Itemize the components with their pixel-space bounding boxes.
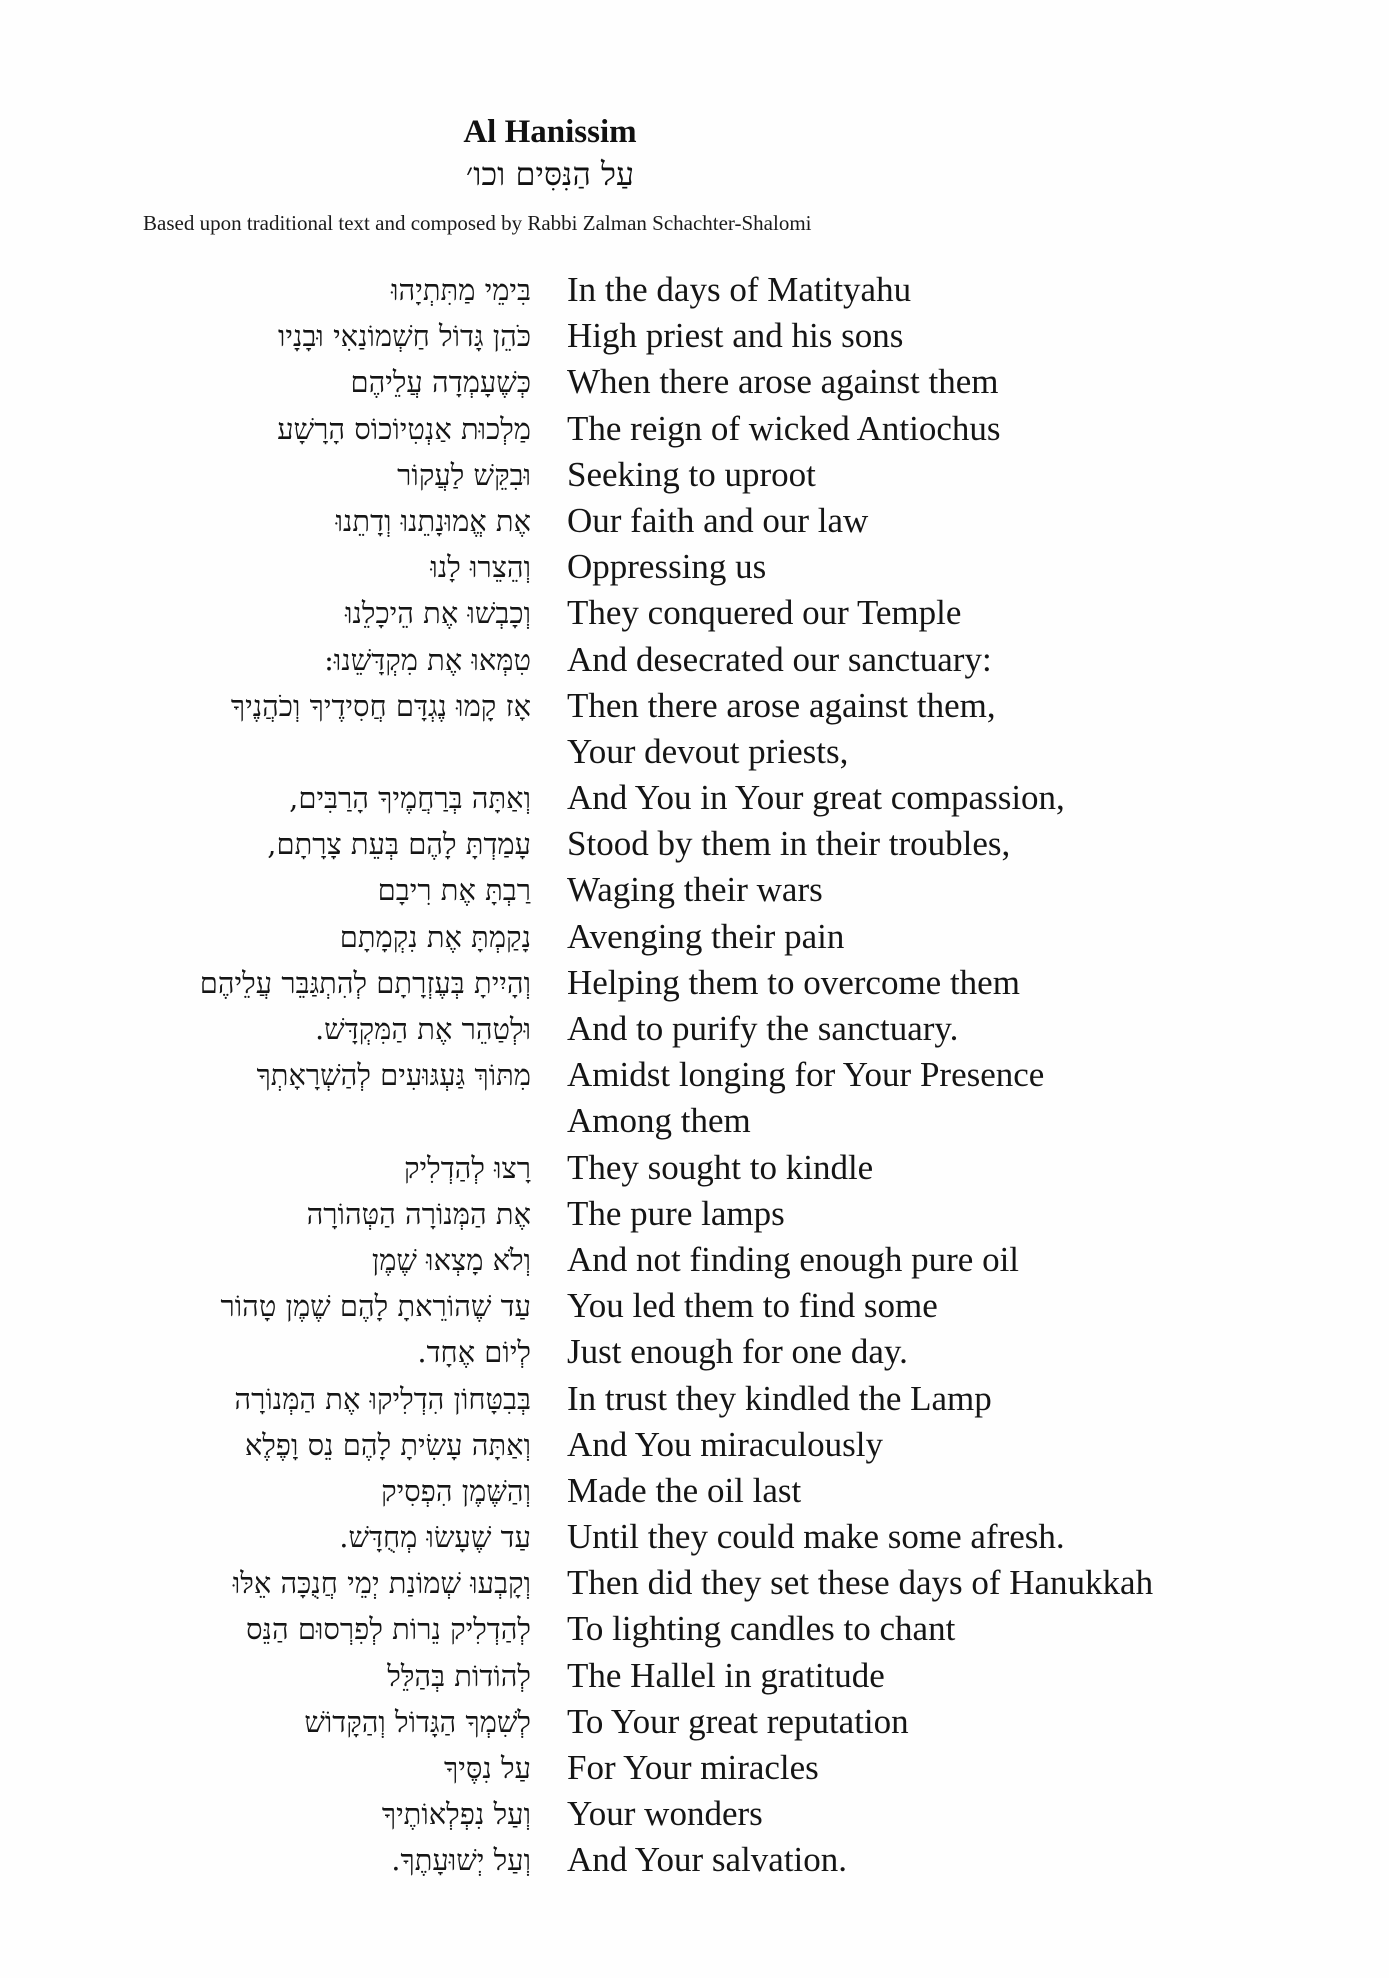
english-text: The reign of wicked Antiochus — [567, 408, 1001, 448]
english-text: To lighting candles to chant — [567, 1609, 956, 1649]
verse-line — [0, 1699, 1389, 1745]
header — [0, 112, 1100, 196]
hebrew-text: וְלֹא מָצְאוּ שֶׁמֶן — [371, 1242, 531, 1277]
english-text: Stood by them in their troubles, — [567, 824, 1011, 864]
english-text: High priest and his sons — [567, 316, 904, 356]
hebrew-text: וְאַתָּה עָשִׂיתָ לָהֶם נֵס וָפֶלֶא — [244, 1427, 531, 1462]
english-text: Then there arose against them, — [567, 685, 996, 725]
verse-line — [0, 1283, 1389, 1329]
verse-line — [0, 729, 1389, 775]
verse-line — [0, 1560, 1389, 1606]
hebrew-text: לְהוֹדוֹת בְּהַלֵּל — [387, 1658, 531, 1693]
hebrew-text: טִמְּאוּ אֶת מִקְדָּשֵׁנוּ: — [324, 642, 531, 677]
english-text: Amidst longing for Your Presence — [567, 1055, 1045, 1095]
english-text: For Your miracles — [567, 1748, 819, 1787]
english-text: And to purify the sanctuary. — [567, 1009, 959, 1048]
english-text: To Your great reputation — [567, 1701, 909, 1741]
verse-line — [0, 960, 1389, 1006]
verse-line — [0, 1052, 1389, 1098]
verse-line — [0, 406, 1389, 452]
verse-line — [0, 1191, 1389, 1237]
hebrew-text: וּלְטַהֵר אֶת הַמִּקְדָּשׁ. — [314, 1012, 531, 1046]
byline: Based upon traditional text and composed by Rabbi Zalman Schachter-Shalomi — [143, 211, 812, 235]
hebrew-text: וּבִקֵּשׁ לַעֲקוֹר — [397, 457, 531, 492]
verse-line — [0, 544, 1389, 590]
english-text: Until they could make some afresh. — [567, 1517, 1065, 1557]
verse-line — [0, 683, 1389, 729]
hebrew-text: לְהַדְלִיק נֵרוֹת לְפִרְסוּם הַנֵּס — [246, 1612, 531, 1647]
hebrew-text: אֶת הַמְּנוֹרָה הַטְּהוֹרָה — [306, 1196, 531, 1231]
verse-line — [0, 359, 1389, 405]
hebrew-text: אָז קָמוּ נֶגְדָּם חֲסִידֶיךָ וְכֹהֲנֶיךָ — [230, 688, 531, 723]
english-text: In the days of Matityahu — [567, 270, 912, 309]
verse-line — [0, 1837, 1389, 1883]
english-text: And Your salvation. — [567, 1840, 848, 1880]
hebrew-text: נָקַמְתָּ אֶת נִקְמָתָם — [339, 919, 531, 954]
english-text: In trust they kindled the Lamp — [567, 1378, 992, 1418]
hebrew-text: רָצוּ לְהַדְלִיק — [404, 1150, 531, 1185]
english-text: And You in Your great compassion, — [567, 778, 1065, 818]
english-text: Your wonders — [567, 1794, 763, 1834]
verse-line — [0, 1745, 1389, 1791]
verse-line — [0, 1422, 1389, 1468]
verse-line — [0, 1145, 1389, 1191]
hebrew-text: לְשִׁמְךָ הַגָּדוֹל וְהַקָּדוֹשׁ — [304, 1704, 531, 1739]
hebrew-text: עַד שֶׁעָשׂוּ מְחֻדָּשׁ. — [339, 1520, 531, 1555]
verse-line — [0, 1791, 1389, 1837]
verse-line — [0, 1376, 1389, 1422]
verse-line — [0, 914, 1389, 960]
verse-line — [0, 821, 1389, 867]
english-text: And You miraculously — [567, 1424, 883, 1464]
verse-line — [0, 1006, 1389, 1052]
verse-line — [0, 313, 1389, 359]
verse-line — [0, 590, 1389, 636]
hebrew-text: בִּימֵי מַתִּתְיָהוּ — [391, 273, 531, 307]
hebrew-text: כְּשֶׁעָמְדָה עֲלֵיהֶם — [350, 365, 531, 400]
verse-line — [0, 1329, 1389, 1375]
english-text: Our faith and our law — [567, 500, 869, 540]
hebrew-text: כֹּהֵן גָּדוֹל חַשְׁמוֹנַאִי וּבָנָיו — [278, 319, 531, 354]
hebrew-text: עַל נִסֶּיךָ — [444, 1751, 531, 1785]
hebrew-text: וְעַל נִפְלְאוֹתֶיךָ — [381, 1797, 531, 1832]
verse-line — [0, 637, 1389, 683]
english-text: Waging their wars — [567, 870, 823, 910]
verse-line — [0, 498, 1389, 544]
page-title-hebrew: עַל הַנִּסִּים וכו׳ — [465, 155, 635, 193]
hebrew-text: וְהֵצֵרוּ לָנוּ — [430, 550, 531, 585]
hebrew-text: רַבְתָּ אֶת רִיבָם — [377, 873, 531, 908]
verse-line — [0, 1514, 1389, 1560]
english-text: They sought to kindle — [567, 1147, 874, 1187]
english-text: Among them — [567, 1101, 751, 1141]
hebrew-text: וְעַל יְשׁוּעָתֶךָ. — [391, 1843, 531, 1878]
hebrew-text: לְיוֹם אֶחָד. — [417, 1335, 531, 1370]
hebrew-text: מַלְכוּת אַנְטִיוֹכוֹס הָרָשָׁע — [277, 411, 531, 446]
english-text: And not finding enough pure oil — [567, 1239, 1020, 1279]
hebrew-text: אֶת אֱמוּנָתֵנוּ וְדָתֵנוּ — [335, 503, 531, 538]
english-text: And desecrated our sanctuary: — [567, 639, 992, 679]
hebrew-text: וְהַשֶּׁמֶן הִפְסִיק — [381, 1473, 531, 1508]
english-text: Just enough for one day. — [567, 1332, 908, 1372]
english-text: Made the oil last — [567, 1470, 802, 1510]
verse-line — [0, 1606, 1389, 1652]
english-text: The Hallel in gratitude — [567, 1655, 885, 1695]
verse-line — [0, 1653, 1389, 1699]
english-text: Seeking to uproot — [567, 454, 816, 494]
english-text: Helping them to overcome them — [567, 962, 1020, 1002]
hebrew-text: וְהָיִיתָ בְּעֶזְרָתָם לְהִתְגַּבֵּר עֲלֵיהֶם — [199, 965, 531, 1000]
verse-line — [0, 1468, 1389, 1514]
hebrew-text: עַד שֶׁהוֹרֵאתָ לָהֶם שֶׁמֶן טָהוֹר — [220, 1289, 531, 1324]
english-text: Oppressing us — [567, 547, 767, 587]
hebrew-text: וְכָבְשׁוּ אֶת הֵיכָלֵנוּ — [345, 596, 531, 631]
verse-list — [0, 267, 1389, 1884]
hebrew-text: מִתּוֹךְ גַּעְגּוּעִים לְהַשְׁרָאָתְךָ — [256, 1058, 531, 1093]
verse-line — [0, 867, 1389, 913]
english-text: Avenging their pain — [567, 916, 845, 956]
english-text: When there arose against them — [567, 362, 999, 402]
hebrew-text: וְקָבְעוּ שְׁמוֹנַת יְמֵי חֲנֻכָּה אֵלּוּ — [232, 1566, 531, 1601]
verse-line — [0, 775, 1389, 821]
english-text: Then did they set these days of Hanukkah — [567, 1563, 1154, 1603]
page-title: Al Hanissim — [463, 114, 637, 150]
verse-line — [0, 267, 1389, 313]
verse-line — [0, 1237, 1389, 1283]
english-text: The pure lamps — [567, 1193, 785, 1233]
hebrew-text: וְאַתָּה בְּרַחֲמֶיךָ הָרַבִּים, — [289, 781, 531, 816]
hebrew-text: בְּבִטָּחוֹן הִדְלִיקוּ אֶת הַמְּנוֹרָה — [234, 1381, 531, 1416]
verse-line — [0, 1098, 1389, 1144]
hebrew-text: עָמַדְתָּ לָהֶם בְּעֵת צָרָתָם, — [267, 827, 531, 862]
english-text: They conquered our Temple — [567, 593, 962, 633]
english-text: Your devout priests, — [567, 731, 849, 771]
english-text: You led them to find some — [567, 1286, 938, 1326]
verse-line — [0, 452, 1389, 498]
